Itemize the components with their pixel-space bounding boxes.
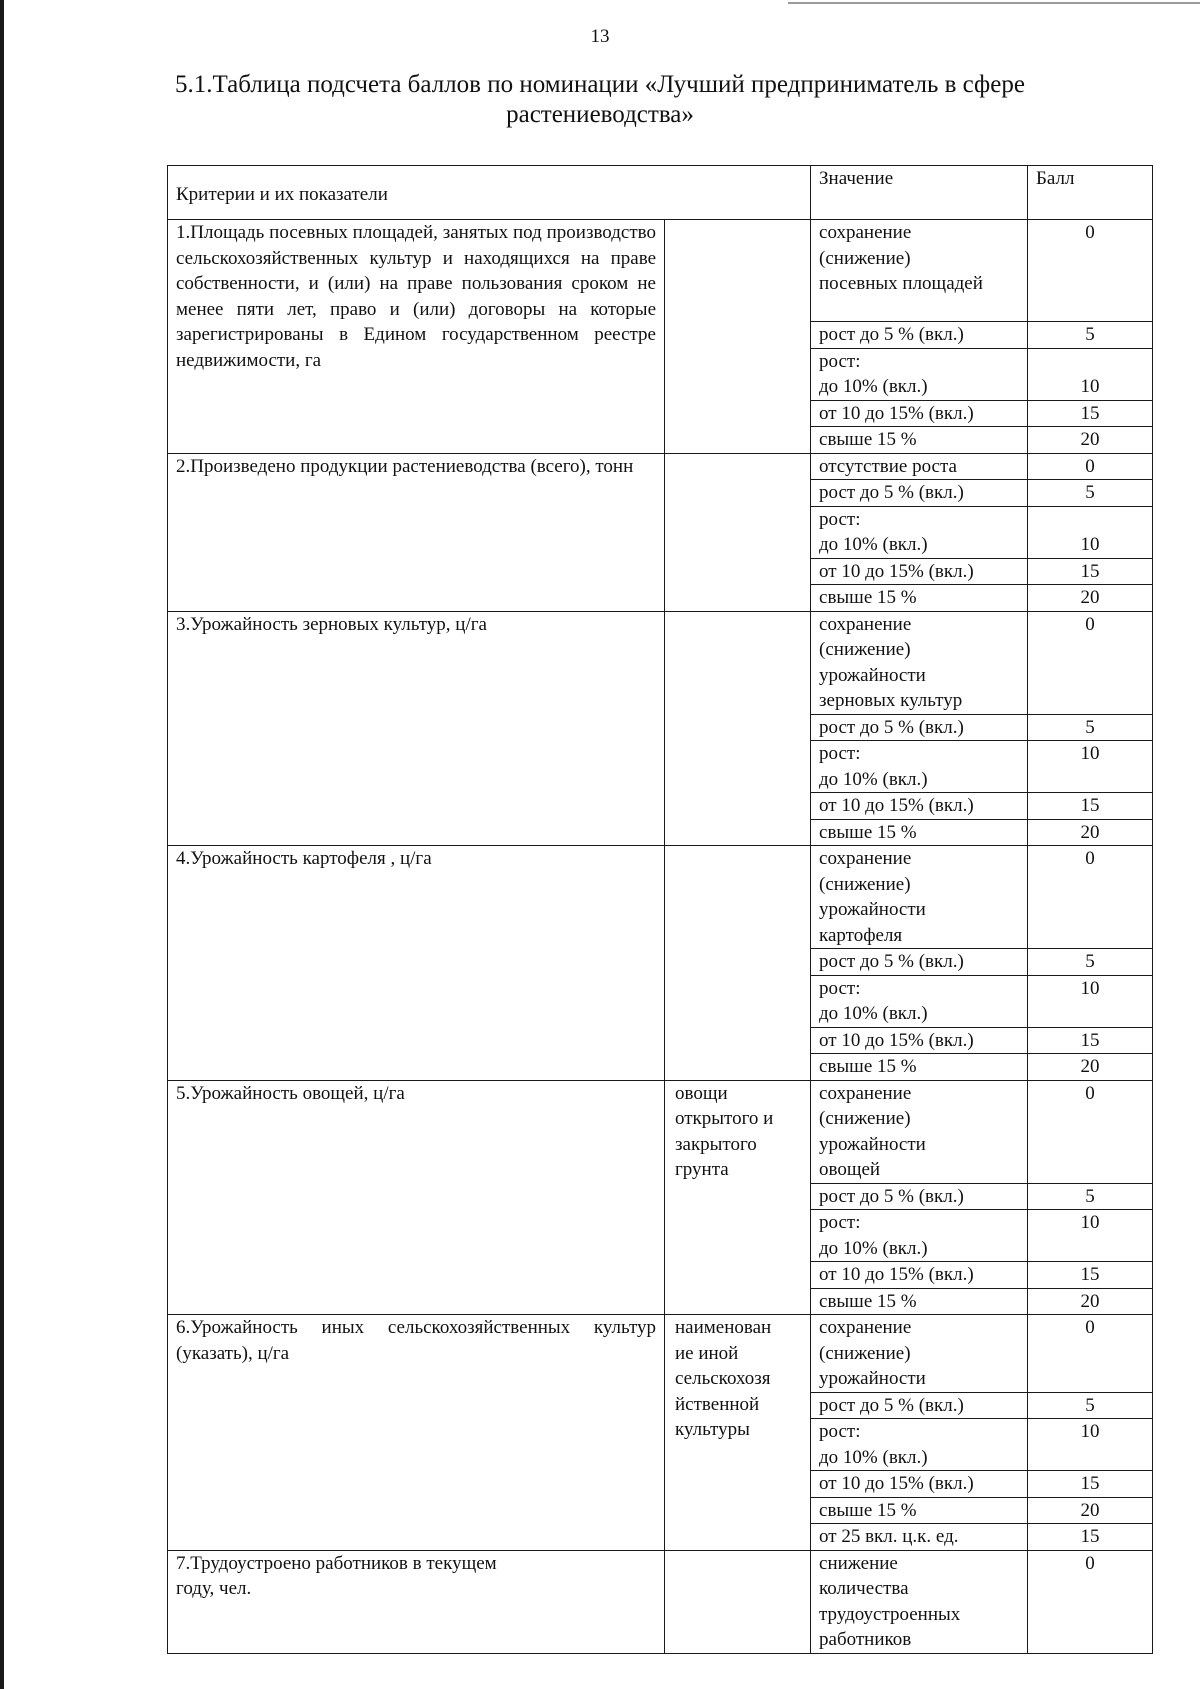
- value-line: (снижение): [819, 247, 911, 269]
- note-line: сельскохозя: [675, 1368, 771, 1389]
- value-cell: [811, 1080, 1028, 1183]
- value-line: посевных площадей: [819, 273, 983, 294]
- table-header-row: [168, 166, 1153, 220]
- value-cell: отсутствие роста: [811, 453, 1028, 480]
- note-line: открытого и: [675, 1108, 774, 1129]
- criterion-3-text: 3.Урожайность зерновых культур, ц/га: [168, 611, 665, 846]
- table-row: [168, 453, 1153, 480]
- value-line: трудоустроенных: [819, 1603, 961, 1625]
- value-cell: [811, 975, 1028, 1027]
- note-line: овощи: [675, 1082, 728, 1104]
- value-cell: рост до 5 % (вкл.): [811, 480, 1028, 507]
- points-cell: 15: [1028, 1262, 1153, 1289]
- points-cell: 10: [1028, 506, 1153, 558]
- note-line: закрытого: [675, 1133, 757, 1155]
- criterion-line: 7.Трудоустроено работников в текущем: [176, 1552, 497, 1574]
- value-line: до 10% (вкл.): [819, 376, 928, 397]
- value-cell: [811, 506, 1028, 558]
- value-line: работников: [819, 1629, 912, 1650]
- value-line: (снижение): [819, 639, 911, 660]
- table-row: [168, 611, 1153, 714]
- value-cell: рост до 5 % (вкл.): [811, 949, 1028, 976]
- points-cell: 15: [1028, 793, 1153, 820]
- value-line: овощей: [819, 1159, 881, 1180]
- criterion-4-note: [665, 846, 811, 1081]
- criterion-1-note: [665, 220, 811, 454]
- value-cell: рост до 5 % (вкл.): [811, 714, 1028, 741]
- header-points: Балл: [1028, 166, 1153, 220]
- value-cell: рост до 5 % (вкл.): [811, 1183, 1028, 1210]
- criterion-line: году, чел.: [176, 1578, 252, 1599]
- criterion-5-note: [665, 1080, 811, 1315]
- points-cell: 10: [1028, 975, 1153, 1027]
- points-cell: 10: [1028, 348, 1153, 400]
- points-cell: 20: [1028, 585, 1153, 612]
- note-line: грунта: [675, 1159, 729, 1180]
- value-cell: [811, 1210, 1028, 1262]
- title-line-1: 5.1.Таблица подсчета баллов по номинации «Лучший предприниматель в сфере: [175, 71, 1025, 98]
- value-line: сохранение: [819, 848, 912, 869]
- note-line: ие иной: [675, 1342, 739, 1364]
- points-cell: 5: [1028, 949, 1153, 976]
- value-cell: от 10 до 15% (вкл.): [811, 400, 1028, 427]
- value-line: до 10% (вкл.): [819, 1003, 928, 1024]
- points-cell: 15: [1028, 1471, 1153, 1498]
- value-line: до 10% (вкл.): [819, 768, 928, 790]
- value-cell: свыше 15 %: [811, 427, 1028, 454]
- value-cell: свыше 15 %: [811, 1288, 1028, 1315]
- points-cell: 10: [1028, 1210, 1153, 1262]
- value-cell: от 10 до 15% (вкл.): [811, 1027, 1028, 1054]
- scan-edge-top: [788, 2, 1200, 4]
- value-line: количества: [819, 1578, 909, 1599]
- scan-edge-left: [0, 0, 4, 1689]
- note-line: йственной: [675, 1393, 760, 1415]
- points-cell: 20: [1028, 1054, 1153, 1081]
- value-cell: [811, 220, 1028, 322]
- value-cell: свыше 15 %: [811, 1054, 1028, 1081]
- value-line: рост:: [819, 1212, 861, 1233]
- value-line: урожайности: [819, 1368, 926, 1389]
- value-line: сохранение: [819, 613, 912, 635]
- points-cell: 5: [1028, 322, 1153, 349]
- points-cell: 0: [1028, 1315, 1153, 1393]
- points-cell: 20: [1028, 427, 1153, 454]
- points-cell: 0: [1028, 611, 1153, 714]
- value-cell: [811, 741, 1028, 793]
- criterion-7-text: [168, 1550, 665, 1653]
- criterion-5-text: 5.Урожайность овощей, ц/га: [168, 1080, 665, 1315]
- points-cell: 20: [1028, 819, 1153, 846]
- value-line: картофеля: [819, 924, 903, 946]
- points-cell: 10: [1028, 1419, 1153, 1471]
- value-line: рост:: [819, 1421, 861, 1442]
- value-line: сохранение: [819, 1317, 912, 1338]
- value-cell: [811, 1419, 1028, 1471]
- table-row: [168, 1315, 1153, 1393]
- value-line: урожайности: [819, 1133, 926, 1155]
- points-cell: 5: [1028, 1183, 1153, 1210]
- value-line: рост:: [819, 977, 861, 999]
- header-value: Значение: [811, 166, 1028, 220]
- table-row: [168, 220, 1153, 322]
- value-cell: от 10 до 15% (вкл.): [811, 558, 1028, 585]
- criterion-1-text: 1.Площадь посевных площадей, занятых под производство сельскохозяйственных культур и находящихся на праве собственности, и (или) на праве пользования сроком не менее пяти лет, право и (или) договоры на которые зарегистрированы в Едином государственном реестре недвижимости, га: [168, 220, 665, 454]
- value-line: (снижение): [819, 873, 911, 895]
- criterion-6-text: 6.Урожайность иных сельскохозяйственных культур (указать), ц/га: [168, 1315, 665, 1551]
- value-line: урожайности: [819, 899, 926, 920]
- criterion-4-text: 4.Урожайность картофеля , ц/га: [168, 846, 665, 1081]
- document-title: [160, 70, 1040, 130]
- value-cell: свыше 15 %: [811, 585, 1028, 612]
- table-row: [168, 1550, 1153, 1653]
- value-line: до 10% (вкл.): [819, 534, 928, 555]
- points-cell: 0: [1028, 1080, 1153, 1183]
- value-line: (снижение): [819, 1342, 911, 1364]
- value-cell: [811, 1315, 1028, 1393]
- value-cell: свыше 15 %: [811, 1497, 1028, 1524]
- value-line: зерновых культур: [819, 690, 963, 711]
- value-cell: рост до 5 % (вкл.): [811, 1392, 1028, 1419]
- header-criteria: Критерии и их показатели: [168, 166, 811, 220]
- value-line: сохранение: [819, 1082, 912, 1104]
- note-line: наименован: [675, 1317, 772, 1338]
- value-cell: [811, 348, 1028, 400]
- points-cell: 20: [1028, 1288, 1153, 1315]
- points-cell: 15: [1028, 400, 1153, 427]
- table-row: [168, 846, 1153, 949]
- value-cell: свыше 15 %: [811, 819, 1028, 846]
- points-cell: 5: [1028, 1392, 1153, 1419]
- value-cell: от 10 до 15% (вкл.): [811, 1471, 1028, 1498]
- points-cell: 0: [1028, 453, 1153, 480]
- value-cell: [811, 1550, 1028, 1653]
- value-line: урожайности: [819, 664, 926, 686]
- criterion-6-note: [665, 1315, 811, 1551]
- criterion-2-note: [665, 453, 811, 611]
- points-cell: 15: [1028, 1524, 1153, 1551]
- note-line: культуры: [675, 1419, 750, 1440]
- value-line: рост:: [819, 508, 861, 530]
- points-cell: 0: [1028, 220, 1153, 322]
- points-cell: 10: [1028, 741, 1153, 793]
- value-line: сохранение: [819, 222, 912, 243]
- table-row: [168, 1080, 1153, 1183]
- points-cell: 15: [1028, 558, 1153, 585]
- criterion-2-text: 2.Произведено продукции растениеводства (всего), тонн: [168, 453, 665, 611]
- scoring-table: [167, 165, 1153, 1654]
- criterion-3-note: [665, 611, 811, 846]
- value-cell: рост до 5 % (вкл.): [811, 322, 1028, 349]
- value-line: (снижение): [819, 1108, 911, 1129]
- value-cell: [811, 611, 1028, 714]
- value-cell: от 10 до 15% (вкл.): [811, 1262, 1028, 1289]
- value-cell: от 25 вкл. ц.к. ед.: [811, 1524, 1028, 1551]
- points-cell: 20: [1028, 1497, 1153, 1524]
- page-number: 13: [590, 26, 610, 47]
- value-cell: от 10 до 15% (вкл.): [811, 793, 1028, 820]
- points-cell: 15: [1028, 1027, 1153, 1054]
- points-cell: 5: [1028, 480, 1153, 507]
- value-line: рост:: [819, 350, 861, 372]
- points-cell: 5: [1028, 714, 1153, 741]
- value-line: до 10% (вкл.): [819, 1446, 928, 1468]
- points-cell: 0: [1028, 1550, 1153, 1653]
- value-line: до 10% (вкл.): [819, 1237, 928, 1259]
- value-line: рост:: [819, 743, 861, 764]
- points-cell: 0: [1028, 846, 1153, 949]
- value-line: снижение: [819, 1552, 898, 1574]
- value-cell: [811, 846, 1028, 949]
- criterion-7-note: [665, 1550, 811, 1653]
- title-line-2: растениеводства»: [506, 101, 694, 128]
